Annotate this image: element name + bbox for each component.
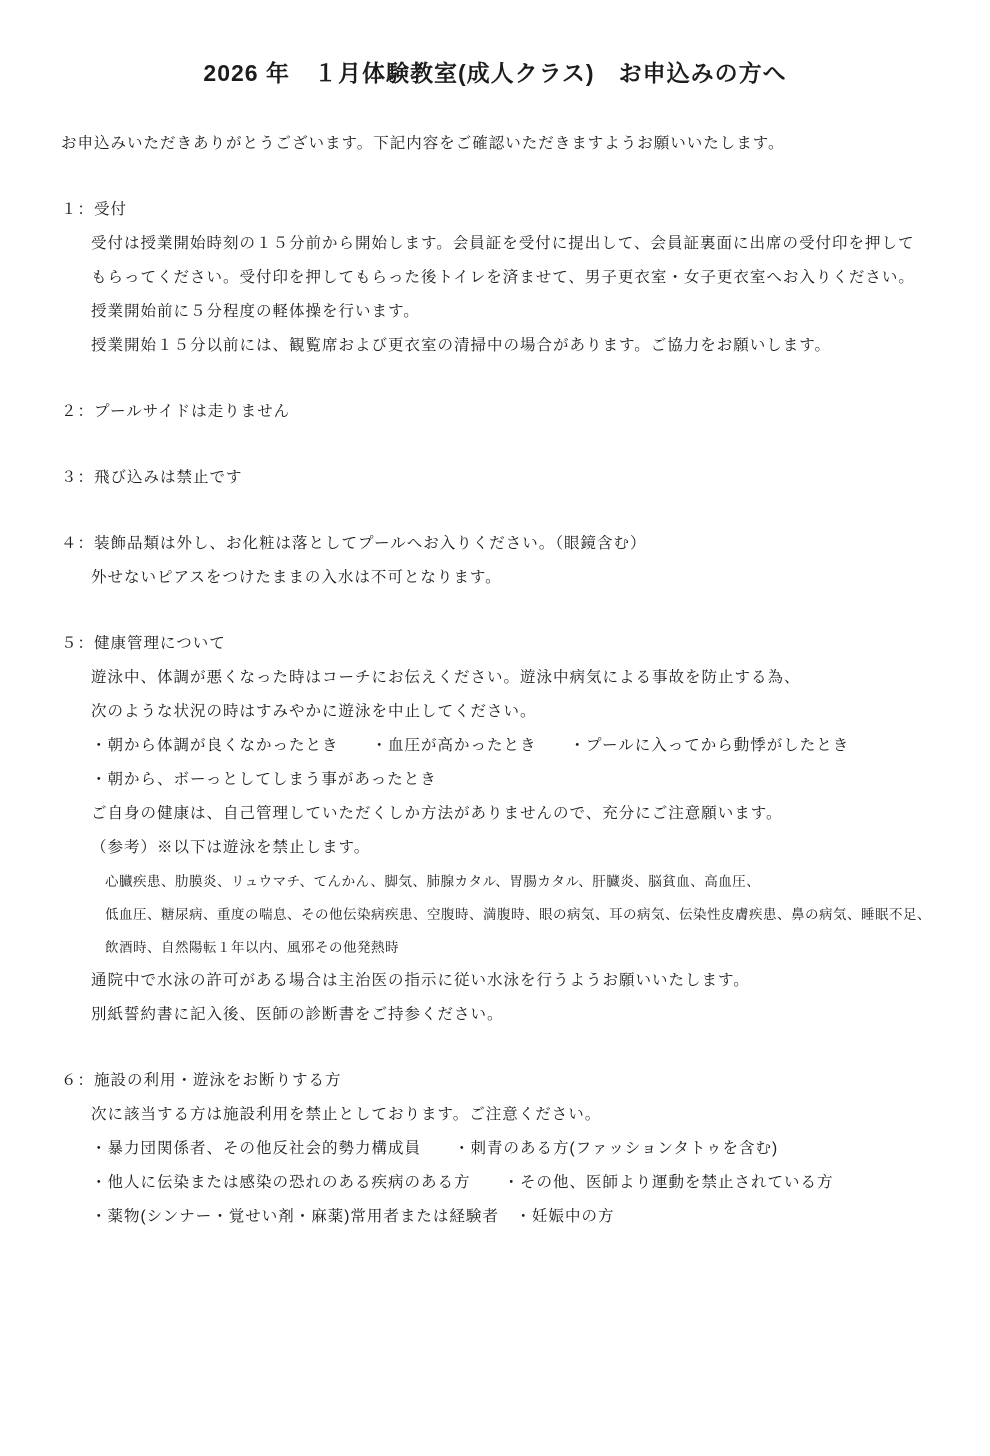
section-heading: ６：施設の利用・遊泳をお断りする方 bbox=[61, 1072, 342, 1089]
body-line: 授業開始１５分以前には、観覧席および更衣室の清掃中の場合があります。ご協力をお願いします。 bbox=[91, 337, 832, 354]
section-heading: ４：装飾品類は外し、お化粧は落としてプールへお入りください。（眼鏡含む） bbox=[61, 535, 647, 552]
body-line: 通院中で水泳の許可がある場合は主治医の指示に従い水泳を行うようお願いいたします。 bbox=[91, 972, 750, 989]
section-heading: ３：飛び込みは禁止です bbox=[61, 469, 243, 486]
body-line: 別紙誓約書に記入後、医師の診断書をご持参ください。 bbox=[91, 1006, 504, 1023]
section-2 bbox=[0, 395, 990, 429]
body-line: もらってください。受付印を押してもらった後トイレを済ませて、男子更衣室・女子更衣室へお入りください。 bbox=[91, 269, 915, 286]
bullet-line: ・暴力団関係者、その他反社会的勢力構成員 ・刺青のある方(ファッションタトゥを含む) bbox=[91, 1140, 779, 1157]
body-line: （参考）※以下は遊泳を禁止します。 bbox=[91, 839, 371, 856]
bullet-line: ・薬物(シンナー・覚せい剤・麻薬)常用者または経験者 ・妊娠中の方 bbox=[91, 1208, 615, 1225]
section-3 bbox=[0, 461, 990, 495]
document-page bbox=[0, 56, 990, 1456]
section-heading: １：受付 bbox=[61, 201, 128, 218]
body-line: 授業開始前に５分程度の軽体操を行います。 bbox=[91, 303, 420, 320]
body-line: 遊泳中、体調が悪くなった時はコーチにお伝えください。遊泳中病気による事故を防止する為、 bbox=[91, 669, 801, 686]
body-line: 外せないピアスをつけたままの入水は不可となります。 bbox=[91, 569, 502, 586]
bullet-line: ・朝から、ボーっとしてしまう事があったとき bbox=[91, 771, 437, 788]
note-line: 低血圧、糖尿病、重度の喘息、その他伝染病疾患、空腹時、満腹時、眼の病気、耳の病気、伝染性皮膚疾患、鼻の病気、睡眠不足、 bbox=[105, 907, 931, 922]
section-4 bbox=[0, 527, 990, 595]
section-5 bbox=[0, 627, 990, 1032]
sections bbox=[0, 193, 990, 1234]
note-line: 心臓疾患、肋膜炎、リュウマチ、てんかん、脚気、肺腺カタル、胃腸カタル、肝臓炎、脳貧血、高血圧、 bbox=[105, 874, 761, 889]
intro-text: お申込みいただきありがとうございます。下記内容をご確認いただきますようお願いいたします。 bbox=[61, 135, 785, 152]
body-line: 次のような状況の時はすみやかに遊泳を中止してください。 bbox=[91, 703, 537, 720]
body-line: ご自身の健康は、自己管理していただくしか方法がありませんので、充分にご注意願います。 bbox=[91, 805, 783, 822]
section-1 bbox=[0, 193, 990, 363]
bullet-line: ・朝から体調が良くなかったとき ・血圧が高かったとき ・プールに入ってから動悸がしたとき bbox=[91, 737, 850, 754]
note-line: 飲酒時、自然陽転１年以内、風邪その他発熱時 bbox=[105, 940, 399, 955]
body-line: 受付は授業開始時刻の１５分前から開始します。会員証を受付に提出して、会員証裏面に出席の受付印を押して bbox=[91, 235, 915, 252]
section-heading: ２：プールサイドは走りません bbox=[61, 403, 291, 420]
bullet-line: ・他人に伝染または感染の恐れのある疾病のある方 ・その他、医師より運動を禁止されている方 bbox=[91, 1174, 834, 1191]
section-heading: ５：健康管理について bbox=[61, 635, 226, 652]
section-6 bbox=[0, 1064, 990, 1234]
body-line: 次に該当する方は施設利用を禁止としております。ご注意ください。 bbox=[91, 1106, 602, 1123]
document-title: 2026 年 １月体験教室(成人クラス) お申込みの方へ bbox=[203, 60, 787, 86]
